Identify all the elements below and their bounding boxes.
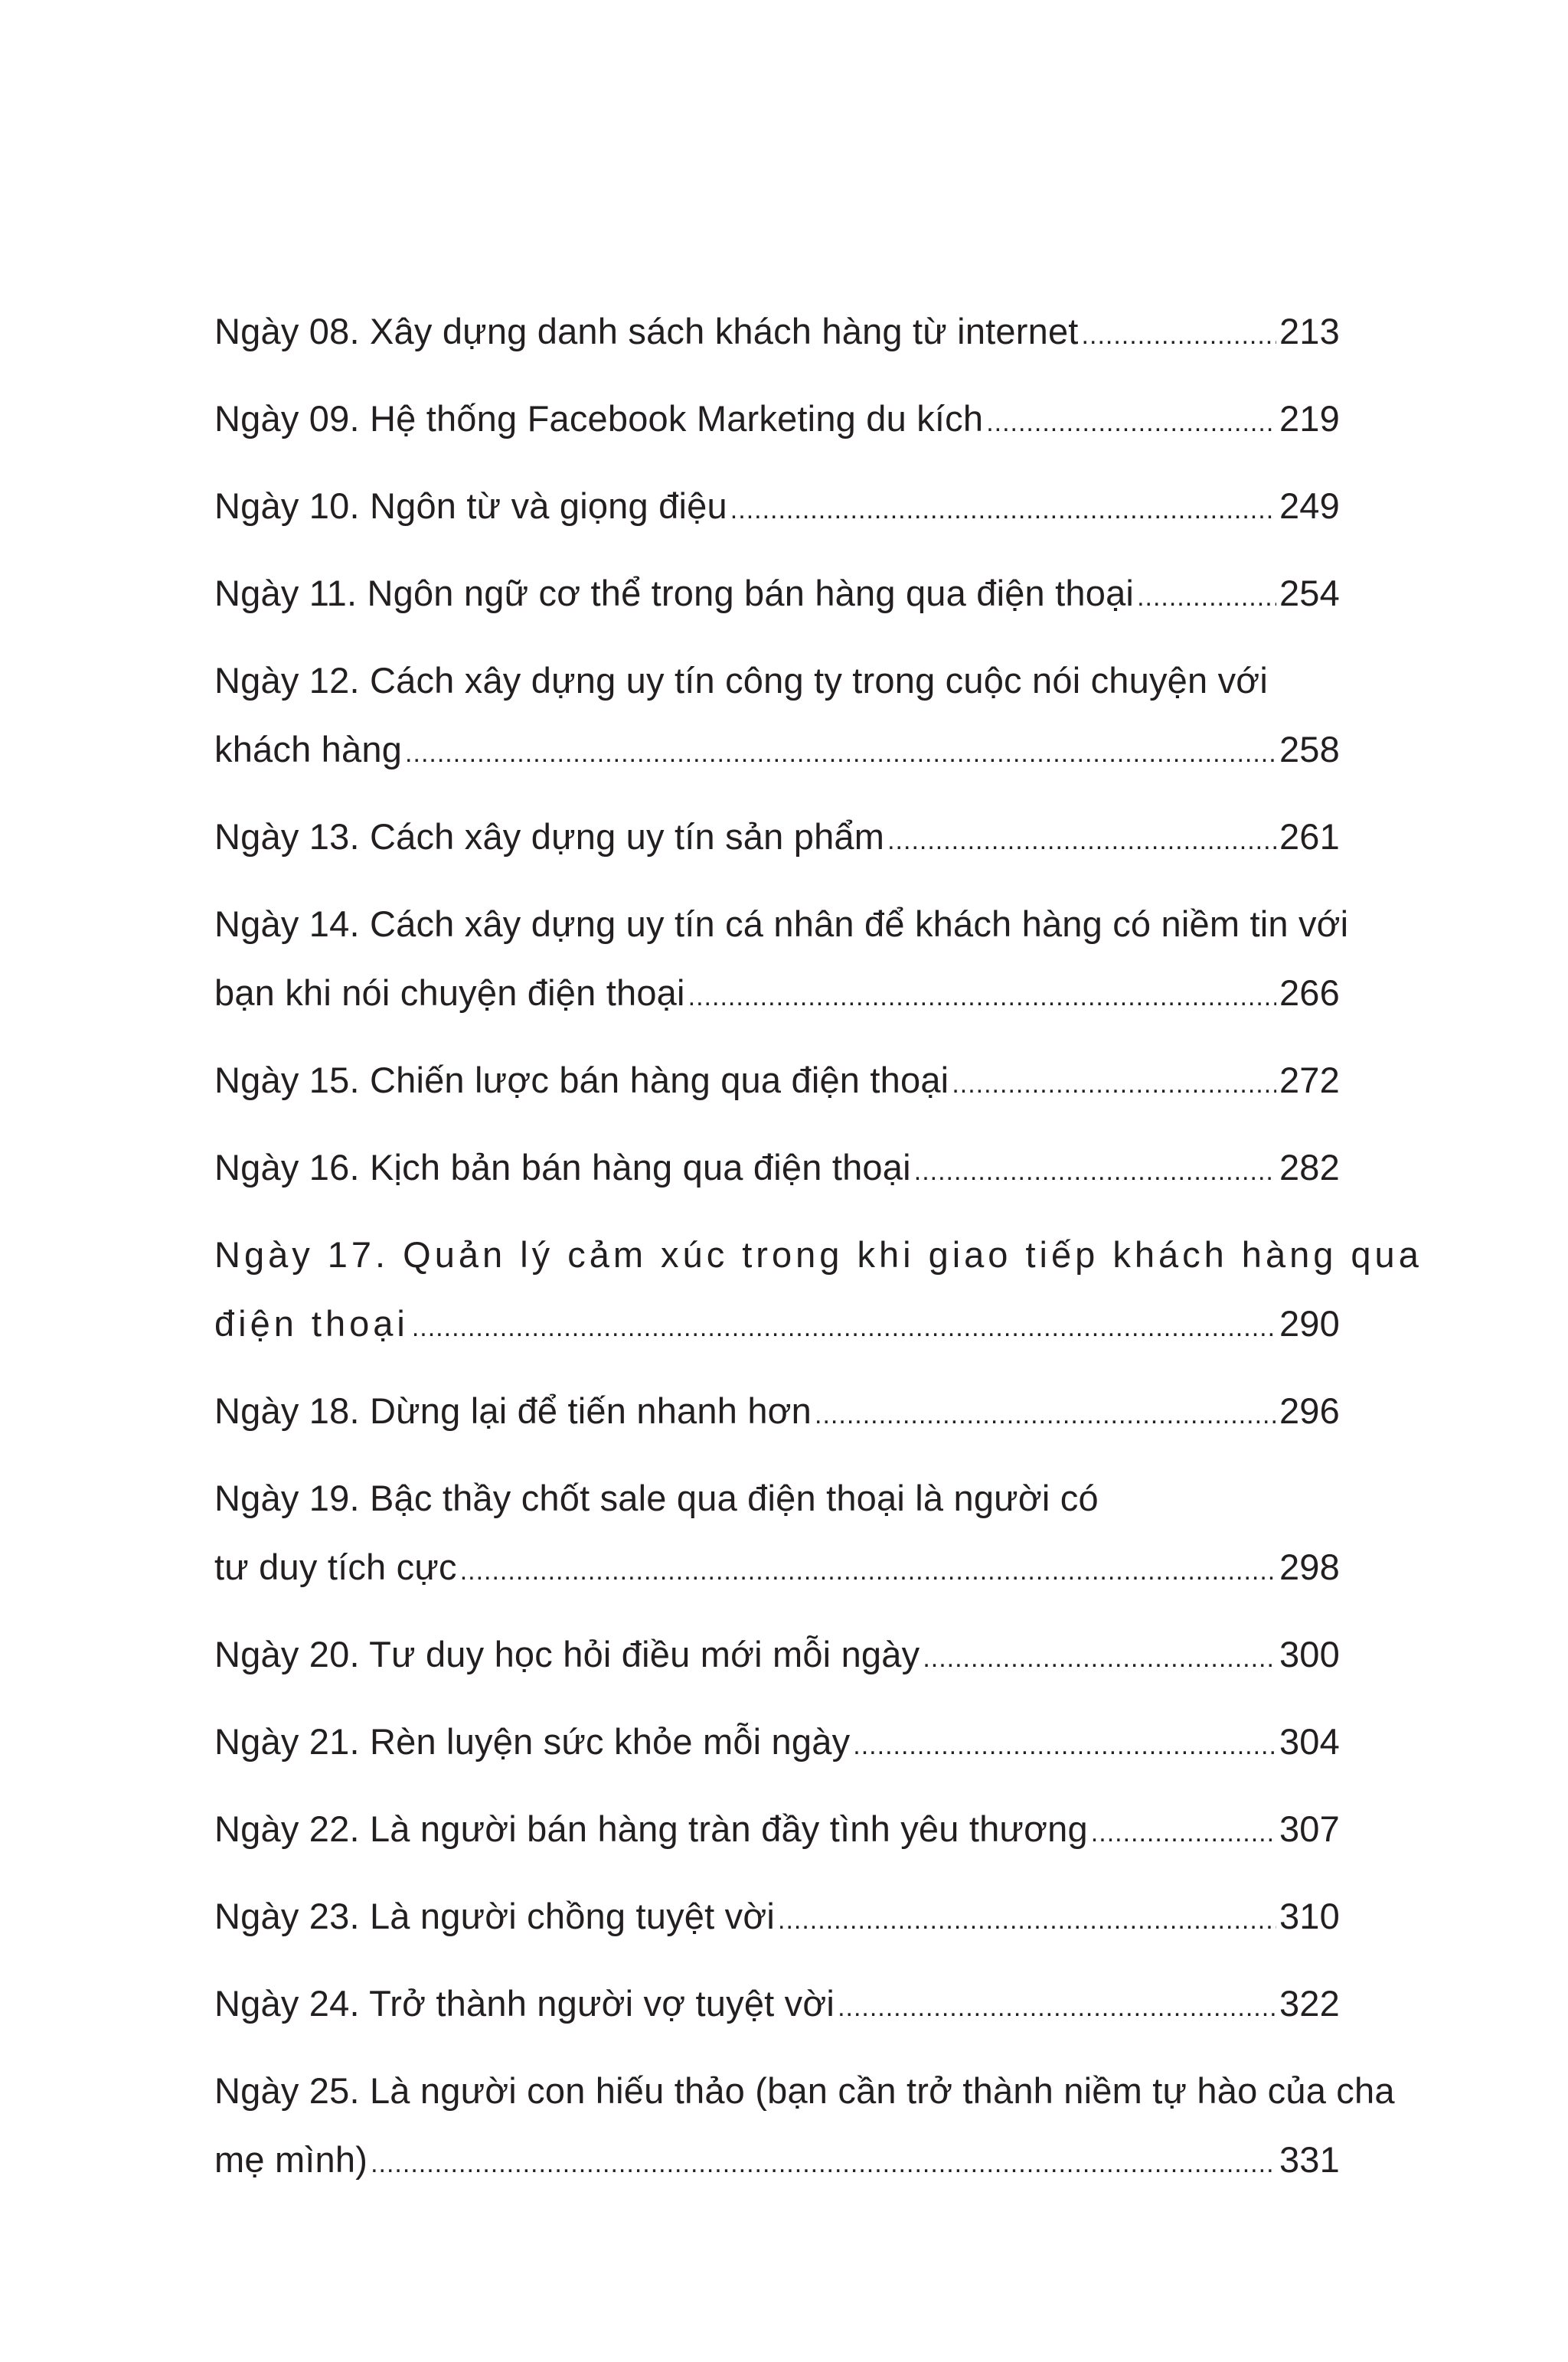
toc-page-number: 310 — [1279, 1896, 1340, 1936]
toc-entry-day-11[interactable] — [214, 559, 1340, 646]
toc-entry-title: Ngày 23. Là người chồng tuyệt vời — [214, 1896, 776, 1936]
toc-entry-title: Ngày 10. Ngôn từ và giọng điệu — [214, 485, 727, 526]
toc-page-number: 258 — [1279, 729, 1340, 769]
dot-leader — [460, 1533, 1276, 1606]
toc-entry-day-25[interactable] — [214, 2057, 1395, 2213]
dot-leader — [923, 1620, 1276, 1693]
dot-leader — [815, 1377, 1276, 1449]
toc-entry-day-09[interactable] — [214, 384, 1340, 472]
toc-entry-title: tư duy tích cực — [214, 1547, 457, 1587]
toc-entry-day-13[interactable] — [214, 802, 1340, 890]
toc-entry-day-08[interactable] — [214, 297, 1340, 384]
toc-page-number: 331 — [1279, 2139, 1340, 2180]
toc-page-number: 300 — [1279, 1634, 1340, 1674]
toc-entry-first-line: Ngày 14. Cách xây dựng uy tín cá nhân để khách hàng có niềm tin với — [214, 903, 1349, 944]
toc-page-number: 219 — [1279, 398, 1340, 439]
toc-entry-title: khách hàng — [214, 729, 403, 769]
dot-leader — [952, 1046, 1276, 1119]
dot-leader — [371, 2125, 1276, 2198]
toc-entry-day-22[interactable] — [214, 1795, 1340, 1882]
toc-entry-day-24[interactable] — [214, 1969, 1340, 2057]
dot-leader — [986, 384, 1276, 457]
dot-leader — [405, 715, 1276, 788]
table-of-contents — [214, 297, 1423, 2213]
toc-entry-first-line: Ngày 12. Cách xây dựng uy tín công ty trong cuộc nói chuyện với — [214, 660, 1268, 701]
toc-page-number: 249 — [1279, 485, 1340, 526]
dot-leader — [887, 802, 1276, 875]
toc-entry-day-14[interactable] — [214, 890, 1349, 1046]
toc-entry-first-line: Ngày 25. Là người con hiếu thảo (bạn cần trở thành niềm tự hào của cha — [214, 2070, 1395, 2111]
toc-entry-day-19[interactable] — [214, 1464, 1340, 1620]
toc-page-number: 272 — [1279, 1060, 1340, 1100]
dot-leader — [838, 1969, 1276, 2042]
toc-entry-title: Ngày 20. Tư duy học hỏi điều mới mỗi ngày — [214, 1634, 920, 1674]
toc-entry-title: mẹ mình) — [214, 2139, 368, 2180]
dot-leader — [1082, 297, 1276, 370]
toc-entry-first-line: Ngày 19. Bậc thầy chốt sale qua điện thoại là người có — [214, 1478, 1099, 1518]
dot-leader — [1137, 559, 1276, 632]
toc-page-number: 307 — [1279, 1808, 1340, 1849]
toc-entry-title: Ngày 21. Rèn luyện sức khỏe mỗi ngày — [214, 1721, 851, 1762]
toc-page-number: 213 — [1279, 311, 1340, 351]
toc-entry-day-17[interactable] — [214, 1220, 1423, 1377]
toc-entry-first-line: Ngày 17. Quản lý cảm xúc trong khi giao tiếp khách hàng qua — [214, 1234, 1423, 1275]
toc-entry-title: Ngày 13. Cách xây dựng uy tín sản phẩm — [214, 816, 885, 857]
dot-leader — [412, 1289, 1276, 1362]
toc-entry-title: Ngày 18. Dừng lại để tiến nhanh hơn — [214, 1390, 812, 1431]
toc-page-number: 282 — [1279, 1147, 1340, 1188]
toc-entry-title: bạn khi nói chuyện điện thoại — [214, 972, 685, 1013]
toc-entry-day-10[interactable] — [214, 472, 1340, 559]
toc-entry-day-15[interactable] — [214, 1046, 1340, 1133]
toc-entry-day-23[interactable] — [214, 1882, 1340, 1969]
toc-page-number: 266 — [1279, 972, 1340, 1013]
toc-entry-title: điện thoại — [214, 1303, 409, 1344]
dot-leader — [688, 959, 1276, 1031]
toc-page-number: 298 — [1279, 1547, 1340, 1587]
dot-leader — [914, 1133, 1276, 1206]
toc-page-number: 304 — [1279, 1721, 1340, 1762]
dot-leader — [730, 472, 1276, 544]
toc-entry-day-21[interactable] — [214, 1707, 1340, 1795]
toc-page-number: 261 — [1279, 816, 1340, 857]
toc-entry-day-12[interactable] — [214, 646, 1340, 802]
toc-page-number: 290 — [1279, 1303, 1340, 1344]
toc-entry-title: Ngày 15. Chiến lược bán hàng qua điện thoại — [214, 1060, 949, 1100]
dot-leader — [853, 1707, 1276, 1780]
toc-page-number: 254 — [1279, 573, 1340, 613]
toc-entry-title: Ngày 24. Trở thành người vợ tuyệt vời — [214, 1983, 835, 2024]
toc-entry-title: Ngày 08. Xây dựng danh sách khách hàng từ internet — [214, 311, 1079, 351]
toc-page-number: 322 — [1279, 1983, 1340, 2024]
toc-entry-title: Ngày 09. Hệ thống Facebook Marketing du kích — [214, 398, 984, 439]
dot-leader — [778, 1882, 1276, 1955]
toc-entry-title: Ngày 22. Là người bán hàng tràn đầy tình yêu thương — [214, 1808, 1088, 1849]
toc-page-number: 296 — [1279, 1390, 1340, 1431]
toc-entry-title: Ngày 11. Ngôn ngữ cơ thể trong bán hàng qua điện thoại — [214, 573, 1135, 613]
dot-leader — [1091, 1795, 1276, 1867]
toc-entry-title: Ngày 16. Kịch bản bán hàng qua điện thoại — [214, 1147, 911, 1188]
toc-entry-day-20[interactable] — [214, 1620, 1340, 1707]
toc-entry-day-18[interactable] — [214, 1377, 1340, 1464]
toc-entry-day-16[interactable] — [214, 1133, 1340, 1220]
